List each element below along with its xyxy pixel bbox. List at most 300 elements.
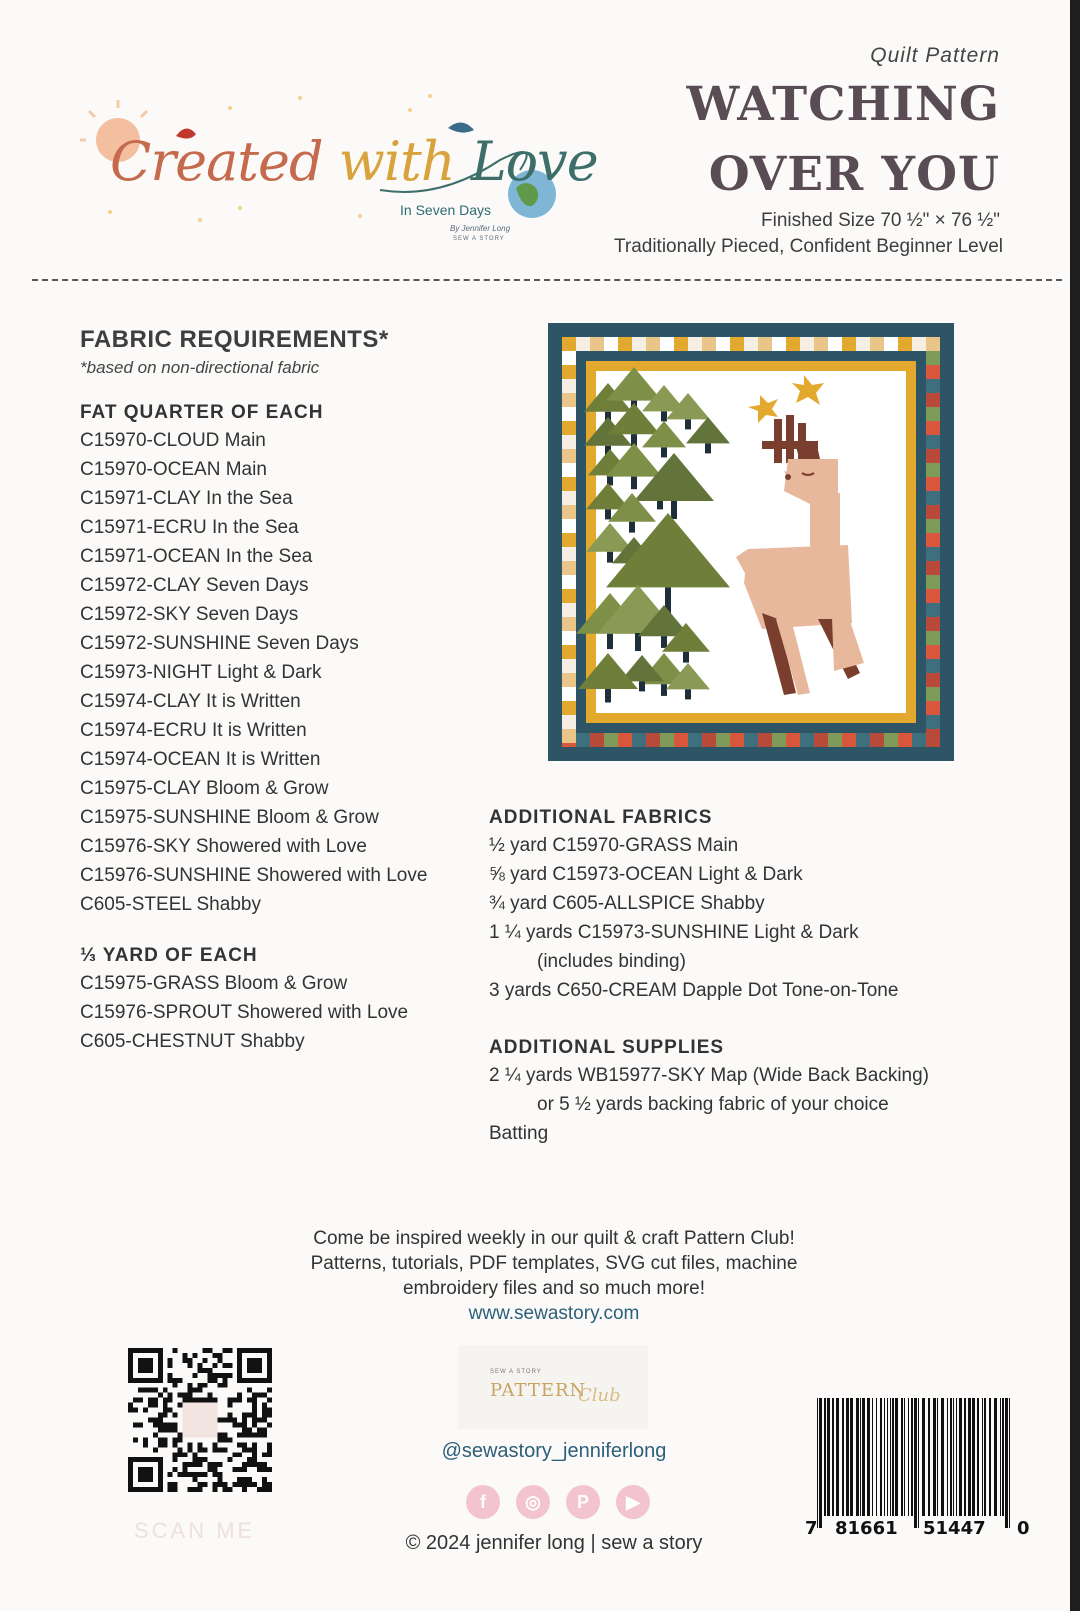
fabric-list-column bbox=[80, 402, 427, 1056]
qr-cell bbox=[143, 1388, 148, 1393]
list-item: C605-STEEL Shabby bbox=[80, 894, 261, 915]
list-item: C15971-OCEAN In the Sea bbox=[80, 546, 313, 567]
qr-cell bbox=[168, 1472, 173, 1477]
barcode-bar bbox=[994, 1398, 997, 1516]
checker-square bbox=[926, 393, 940, 407]
checker-square bbox=[814, 733, 828, 747]
qr-cell bbox=[183, 1398, 188, 1403]
barcode-bar bbox=[937, 1398, 938, 1516]
qr-cell bbox=[183, 1358, 188, 1363]
facebook-icon[interactable]: f bbox=[466, 1485, 500, 1519]
checker-square bbox=[562, 687, 576, 701]
qr-cell bbox=[227, 1363, 232, 1368]
qr-cell bbox=[247, 1427, 252, 1432]
barcode-bar bbox=[867, 1398, 870, 1516]
qr-cell bbox=[262, 1408, 267, 1413]
qr-cell bbox=[252, 1418, 257, 1423]
barcode-bar bbox=[884, 1398, 885, 1516]
checker-square bbox=[772, 733, 786, 747]
checker-square bbox=[562, 673, 576, 687]
qr-cell bbox=[212, 1373, 217, 1378]
fat-quarter-list bbox=[80, 426, 427, 919]
qr-cell bbox=[193, 1373, 198, 1378]
checker-square bbox=[562, 729, 576, 743]
antler-mid bbox=[786, 415, 794, 463]
list-item: C15972-SKY Seven Days bbox=[80, 604, 299, 625]
qr-cell bbox=[237, 1398, 242, 1403]
qr-cell bbox=[188, 1487, 193, 1492]
tree-trunk bbox=[661, 411, 667, 421]
pattern-kicker: Quilt Pattern bbox=[870, 44, 1000, 67]
qr-cell bbox=[262, 1432, 267, 1437]
list-item: C15971-CLAY In the Sea bbox=[80, 488, 293, 509]
checker-square bbox=[856, 733, 870, 747]
qr-cell bbox=[262, 1413, 267, 1418]
checker-square bbox=[926, 463, 940, 477]
spacer bbox=[489, 1005, 929, 1037]
qr-cell bbox=[158, 1427, 163, 1432]
barcode-bar bbox=[953, 1398, 954, 1516]
qr-cell bbox=[217, 1373, 222, 1378]
qr-cell bbox=[193, 1388, 198, 1393]
qr-cell bbox=[207, 1368, 212, 1373]
qr-cell bbox=[262, 1487, 267, 1492]
checker-square bbox=[926, 547, 940, 561]
additional-fabrics-heading: ADDITIONAL FABRICS bbox=[489, 807, 713, 828]
additional-fabrics-list bbox=[489, 831, 929, 1005]
deer-nose bbox=[785, 474, 791, 480]
qr-cell bbox=[202, 1472, 207, 1477]
list-item: Batting bbox=[489, 1123, 549, 1144]
barcode-bar bbox=[950, 1398, 952, 1516]
list-item: C15975-CLAY Bloom & Grow bbox=[80, 778, 329, 799]
checker-square bbox=[562, 547, 576, 561]
scan-me-label: SCAN ME bbox=[134, 1518, 256, 1543]
qr-cell bbox=[153, 1398, 158, 1403]
checker-square bbox=[562, 617, 576, 631]
qr-cell bbox=[227, 1418, 232, 1423]
list-item: C15970-OCEAN Main bbox=[80, 459, 267, 480]
qr-cell bbox=[168, 1482, 173, 1487]
qr-cell bbox=[138, 1388, 143, 1393]
qr-cell bbox=[173, 1348, 178, 1353]
checker-square bbox=[688, 733, 702, 747]
qr-cell bbox=[267, 1487, 272, 1492]
qr-cell bbox=[148, 1418, 153, 1423]
barcode-bar bbox=[860, 1398, 861, 1516]
barcode bbox=[815, 1388, 1015, 1538]
qr-cell bbox=[158, 1422, 163, 1427]
deer-neck bbox=[810, 493, 840, 553]
checker-square bbox=[926, 659, 940, 673]
checker-square bbox=[744, 733, 758, 747]
list-item: (includes binding) bbox=[537, 951, 686, 972]
qr-cell bbox=[202, 1368, 207, 1373]
qr-cell bbox=[198, 1383, 203, 1388]
barcode-bar bbox=[914, 1398, 917, 1528]
qr-cell bbox=[257, 1467, 262, 1472]
barcode-bar bbox=[908, 1398, 909, 1516]
qr-cell bbox=[158, 1413, 163, 1418]
qr-cell bbox=[212, 1398, 217, 1403]
checker-square bbox=[828, 337, 842, 351]
qr-cell bbox=[163, 1422, 168, 1427]
qr-cell bbox=[202, 1383, 207, 1388]
checker-square bbox=[716, 733, 730, 747]
checker-square bbox=[786, 337, 800, 351]
qr-cell bbox=[202, 1358, 207, 1363]
barcode-bar bbox=[977, 1398, 979, 1516]
checker-square bbox=[926, 701, 940, 715]
fabric-requirements-note: *based on non-directional fabric bbox=[80, 358, 320, 377]
qr-cell bbox=[183, 1472, 188, 1477]
qr-cell bbox=[168, 1378, 173, 1383]
qr-cell bbox=[173, 1413, 178, 1418]
barcode-bar bbox=[918, 1398, 919, 1528]
barcode-bar bbox=[959, 1398, 962, 1516]
checker-square bbox=[702, 733, 716, 747]
qr-cell bbox=[148, 1403, 153, 1408]
barcode-bar bbox=[933, 1398, 936, 1516]
checker-square bbox=[926, 687, 940, 701]
qr-cell bbox=[198, 1472, 203, 1477]
qr-cell bbox=[257, 1432, 262, 1437]
qr-cell bbox=[252, 1422, 257, 1427]
checker-square bbox=[632, 733, 646, 747]
qr-cell bbox=[178, 1472, 183, 1477]
qr-cell bbox=[133, 1398, 138, 1403]
qr-cell bbox=[262, 1403, 267, 1408]
checker-square bbox=[590, 337, 604, 351]
qr-cell bbox=[242, 1482, 247, 1487]
tree-trunk bbox=[705, 443, 711, 453]
barcode-bar bbox=[972, 1398, 975, 1516]
social-icons bbox=[466, 1485, 650, 1519]
checker-square bbox=[870, 733, 884, 747]
qr-cell bbox=[267, 1422, 272, 1427]
qr-cell bbox=[163, 1408, 168, 1413]
quilt-illustration bbox=[548, 323, 954, 761]
qr-cell bbox=[217, 1477, 222, 1482]
qr-cell bbox=[237, 1477, 242, 1482]
qr-cell bbox=[133, 1422, 138, 1427]
qr-cell bbox=[168, 1422, 173, 1427]
qr-cell bbox=[202, 1482, 207, 1487]
qr-cell bbox=[163, 1427, 168, 1432]
barcode-bar bbox=[895, 1398, 898, 1516]
checker-square bbox=[730, 337, 744, 351]
checker-square bbox=[562, 379, 576, 393]
qr-code[interactable] bbox=[128, 1348, 272, 1492]
barcode-digit-lead: 7 bbox=[805, 1518, 818, 1539]
qr-cell bbox=[257, 1393, 262, 1398]
scan-edge-bar bbox=[1070, 0, 1080, 1611]
qr-cell bbox=[168, 1363, 173, 1368]
qr-cell bbox=[168, 1373, 173, 1378]
qr-cell bbox=[217, 1418, 222, 1423]
checker-square bbox=[814, 337, 828, 351]
qr-cell bbox=[178, 1378, 183, 1383]
qr-cell bbox=[257, 1487, 262, 1492]
list-item: C605-CHESTNUT Shabby bbox=[80, 1031, 305, 1052]
qr-cell bbox=[143, 1408, 148, 1413]
social-handle[interactable]: @sewastory_jenniferlong bbox=[441, 1440, 667, 1462]
qr-cell bbox=[212, 1482, 217, 1487]
qr-cell bbox=[168, 1398, 173, 1403]
qr-cell bbox=[262, 1418, 267, 1423]
checker-square bbox=[926, 449, 940, 463]
checker-square bbox=[842, 337, 856, 351]
club-brand: SEW A STORY bbox=[490, 1369, 542, 1375]
qr-cell bbox=[212, 1353, 217, 1358]
qr-cell bbox=[227, 1413, 232, 1418]
checker-square bbox=[772, 337, 786, 351]
checker-square bbox=[562, 407, 576, 421]
additional-supplies-heading: ADDITIONAL SUPPLIES bbox=[489, 1037, 725, 1058]
checker-square bbox=[660, 733, 674, 747]
qr-cell bbox=[153, 1388, 158, 1393]
checker-square bbox=[828, 733, 842, 747]
list-item: C15973-NIGHT Light & Dark bbox=[80, 662, 322, 683]
checker-square bbox=[926, 407, 940, 421]
barcode-bar bbox=[922, 1398, 925, 1516]
checker-square bbox=[898, 733, 912, 747]
youtube-icon[interactable]: ▶ bbox=[616, 1485, 650, 1519]
checker-square bbox=[926, 505, 940, 519]
barcode-bar bbox=[904, 1398, 905, 1516]
tree-trunk bbox=[671, 501, 677, 519]
qr-cell bbox=[173, 1383, 178, 1388]
club-name: PATTERN bbox=[490, 1380, 587, 1401]
tree-trunk bbox=[685, 689, 691, 699]
qr-cell bbox=[198, 1363, 203, 1368]
qr-cell bbox=[227, 1373, 232, 1378]
logo-word-created: Created bbox=[110, 130, 339, 193]
barcode-bar bbox=[901, 1398, 903, 1516]
qr-cell bbox=[242, 1487, 247, 1492]
list-item: C15976-SKY Showered with Love bbox=[80, 836, 367, 857]
barcode-bar bbox=[850, 1398, 853, 1516]
barcode-bar bbox=[819, 1398, 822, 1528]
qr-cell bbox=[252, 1413, 257, 1418]
barcode-bar bbox=[876, 1398, 877, 1516]
checker-square bbox=[562, 393, 576, 407]
qr-cell bbox=[168, 1408, 173, 1413]
qr-cell bbox=[247, 1388, 252, 1393]
checker-square bbox=[786, 733, 800, 747]
list-item: C15976-SPROUT Showered with Love bbox=[80, 1002, 409, 1023]
tree-trunk bbox=[605, 689, 611, 703]
qr-cell bbox=[173, 1487, 178, 1492]
qr-cell bbox=[237, 1467, 242, 1472]
pinterest-icon[interactable]: P bbox=[566, 1485, 600, 1519]
barcode-bar bbox=[836, 1398, 839, 1516]
qr-cell bbox=[133, 1408, 138, 1413]
qr-cell bbox=[188, 1363, 193, 1368]
checker-square bbox=[926, 631, 940, 645]
checker-square bbox=[702, 337, 716, 351]
qr-cell bbox=[128, 1403, 133, 1408]
checker-square bbox=[576, 337, 590, 351]
tree-trunk bbox=[631, 477, 637, 490]
qr-cell bbox=[267, 1388, 272, 1393]
checker-square bbox=[674, 733, 688, 747]
list-item: C15976-SUNSHINE Showered with Love bbox=[80, 865, 428, 886]
qr-cell bbox=[212, 1467, 217, 1472]
checker-square bbox=[926, 379, 940, 393]
barcode-bar bbox=[982, 1398, 983, 1516]
qr-cell bbox=[173, 1422, 178, 1427]
list-item: C15974-ECRU It is Written bbox=[80, 720, 307, 741]
checker-square bbox=[562, 575, 576, 589]
qr-cell bbox=[222, 1373, 227, 1378]
qr-cell bbox=[198, 1487, 203, 1492]
list-item: C15975-SUNSHINE Bloom & Grow bbox=[80, 807, 379, 828]
qr-cell bbox=[207, 1378, 212, 1383]
barcode-bar bbox=[964, 1398, 966, 1516]
checker-square bbox=[604, 733, 618, 747]
qr-cell bbox=[242, 1432, 247, 1437]
qr-cell bbox=[168, 1487, 173, 1492]
barcode-bar bbox=[1002, 1398, 1004, 1516]
qr-cell bbox=[232, 1467, 237, 1472]
third-yard-heading: ⅓ YARD OF EACH bbox=[80, 945, 258, 966]
qr-cell bbox=[148, 1388, 153, 1393]
logo-subtitle: In Seven Days bbox=[400, 202, 492, 218]
checker-square bbox=[562, 365, 576, 379]
fabric-requirements-title: FABRIC REQUIREMENTS* bbox=[80, 326, 389, 353]
qr-cell bbox=[173, 1378, 178, 1383]
list-item: C15972-CLAY Seven Days bbox=[80, 575, 309, 596]
tree-trunk bbox=[661, 447, 667, 457]
checker-square bbox=[870, 337, 884, 351]
qr-cell bbox=[188, 1393, 193, 1398]
checker-square bbox=[562, 463, 576, 477]
checker-square bbox=[646, 337, 660, 351]
qr-cell bbox=[168, 1427, 173, 1432]
additional-column bbox=[489, 807, 929, 1148]
qr-cell bbox=[168, 1358, 173, 1363]
qr-cell bbox=[158, 1393, 163, 1398]
barcode-bar bbox=[856, 1398, 859, 1516]
qr-cell bbox=[237, 1422, 242, 1427]
skill-level: Traditionally Pieced, Confident Beginner Level bbox=[613, 236, 1003, 257]
qr-cell bbox=[212, 1378, 217, 1383]
checker-square bbox=[842, 733, 856, 747]
qr-cell bbox=[153, 1432, 158, 1437]
qr-cell bbox=[257, 1427, 262, 1432]
qr-cell bbox=[217, 1482, 222, 1487]
checker-square bbox=[730, 733, 744, 747]
qr-cell bbox=[163, 1403, 168, 1408]
barcode-bar bbox=[1009, 1398, 1010, 1528]
tree-trunk bbox=[607, 634, 613, 649]
qr-cell bbox=[188, 1383, 193, 1388]
barcode-bar bbox=[947, 1398, 948, 1516]
barcode-bar bbox=[941, 1398, 944, 1516]
list-item: C15975-GRASS Bloom & Grow bbox=[80, 973, 348, 994]
list-item: C15974-CLAY It is Written bbox=[80, 691, 301, 712]
list-item: C15971-ECRU In the Sea bbox=[80, 517, 299, 538]
qr-cell bbox=[232, 1422, 237, 1427]
cut-line-divider bbox=[32, 279, 1062, 281]
qr-cell bbox=[222, 1383, 227, 1388]
qr-cell bbox=[227, 1403, 232, 1408]
checker-square bbox=[912, 337, 926, 351]
checker-square bbox=[562, 659, 576, 673]
qr-finder-center bbox=[247, 1358, 262, 1373]
tree-trunk bbox=[685, 419, 691, 429]
barcode-bar bbox=[862, 1398, 865, 1516]
pattern-club-promo bbox=[0, 1226, 1080, 1326]
qr-finder-center bbox=[138, 1358, 153, 1373]
checker-square bbox=[884, 337, 898, 351]
checker-square bbox=[912, 733, 926, 747]
checker-square bbox=[646, 733, 660, 747]
qr-cell bbox=[163, 1388, 168, 1393]
qr-cell bbox=[247, 1413, 252, 1418]
qr-cell bbox=[252, 1403, 257, 1408]
finished-size: Finished Size 70 ½" × 76 ½" bbox=[761, 210, 1000, 231]
checker-square bbox=[926, 365, 940, 379]
qr-cell bbox=[227, 1398, 232, 1403]
checker-square bbox=[562, 519, 576, 533]
website-link[interactable]: www.sewastory.com bbox=[468, 1303, 640, 1324]
qr-cell bbox=[247, 1398, 252, 1403]
qr-cell bbox=[232, 1398, 237, 1403]
checker-square bbox=[562, 421, 576, 435]
qr-cell bbox=[207, 1373, 212, 1378]
barcode-digits-right: 51447 bbox=[923, 1518, 986, 1539]
checker-square bbox=[562, 505, 576, 519]
logo-word-with: with bbox=[338, 130, 471, 193]
club-cursive: Club bbox=[578, 1385, 621, 1406]
qr-finder-center bbox=[138, 1467, 153, 1482]
qr-cell bbox=[198, 1368, 203, 1373]
qr-cell bbox=[222, 1418, 227, 1423]
barcode-bar bbox=[824, 1398, 826, 1516]
barcode-bar bbox=[984, 1398, 986, 1516]
promo-line-2: Patterns, tutorials, PDF templates, SVG cut files, machine bbox=[310, 1253, 798, 1274]
pattern-header bbox=[613, 44, 1003, 260]
qr-cell bbox=[247, 1477, 252, 1482]
qr-cell bbox=[138, 1398, 143, 1403]
qr-cell bbox=[217, 1432, 222, 1437]
pattern-title-line-1: WATCHING bbox=[686, 77, 1000, 132]
qr-cell bbox=[217, 1383, 222, 1388]
qr-cell bbox=[198, 1398, 203, 1403]
checker-square bbox=[926, 519, 940, 533]
checker-square bbox=[562, 533, 576, 547]
checker-square bbox=[898, 337, 912, 351]
barcode-bar bbox=[928, 1398, 930, 1516]
qr-cell bbox=[237, 1482, 242, 1487]
fat-quarter-heading: FAT QUARTER OF EACH bbox=[80, 402, 324, 423]
qr-cell bbox=[193, 1472, 198, 1477]
checker-square bbox=[926, 491, 940, 505]
checker-square bbox=[926, 617, 940, 631]
qr-cell bbox=[188, 1388, 193, 1393]
instagram-icon[interactable]: ◎ bbox=[516, 1485, 550, 1519]
tree-trunk bbox=[639, 681, 645, 691]
qr-cell bbox=[222, 1432, 227, 1437]
checker-square bbox=[926, 337, 940, 351]
qr-cell bbox=[257, 1418, 262, 1423]
checker-square bbox=[926, 533, 940, 547]
checker-square bbox=[744, 337, 758, 351]
barcode-bar bbox=[842, 1398, 844, 1516]
checker-square bbox=[562, 715, 576, 729]
